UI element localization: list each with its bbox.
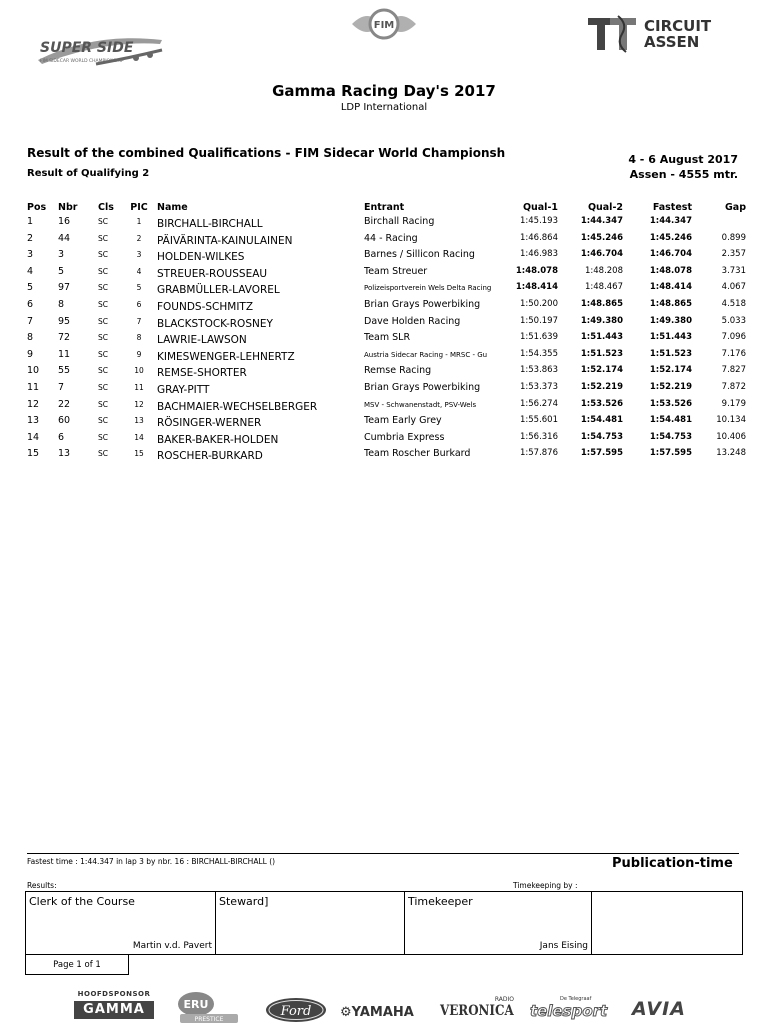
yamaha-sponsor-logo [340, 990, 424, 1024]
timekeeper-column [405, 892, 592, 954]
table-row [0, 448, 768, 465]
tt-circuit-assen-logo [588, 14, 728, 54]
row-entrant: 44 - Racing [364, 232, 418, 244]
row-entrant: Brian Grays Powerbiking [364, 299, 481, 310]
row-gap: 9.179 [721, 398, 746, 409]
row-fastest: 1:48.865 [649, 299, 692, 309]
row-pic: 4 [136, 266, 142, 276]
table-row [0, 332, 768, 349]
row-pic: 13 [134, 416, 144, 426]
header-pos: Pos [27, 202, 47, 213]
header-gap: Gap [724, 202, 746, 213]
row-qual1: 1:48.414 [515, 282, 558, 293]
circuit-text: CIRCUIT [644, 17, 712, 35]
row-nbr: 44 [58, 232, 71, 244]
row-pos: 13 [27, 415, 40, 427]
row-nbr: 6 [58, 431, 65, 443]
row-gap: 2.357 [721, 249, 746, 260]
row-name: GRABMÜLLER-LAVOREL [157, 284, 280, 297]
row-pos: 14 [27, 431, 40, 443]
row-class: SC [98, 399, 108, 409]
header-qual2: Qual-2 [587, 202, 623, 213]
row-qual1: 1:48.078 [515, 265, 558, 276]
table-row [0, 415, 768, 432]
clerk-column [26, 892, 216, 954]
row-name: LAWRIE-LAWSON [157, 334, 247, 347]
row-nbr: 11 [58, 348, 71, 360]
row-entrant: Birchall Racing [364, 216, 435, 227]
result-subtitle: Result of Qualifying 2 [27, 168, 150, 179]
row-pic: 6 [136, 300, 142, 309]
row-class: SC [98, 300, 108, 309]
superside-logo [34, 34, 166, 76]
row-pic: 2 [136, 233, 142, 243]
ford-sponsor-logo [264, 990, 328, 1024]
row-fastest: 1:54.481 [649, 415, 692, 426]
footer-divider [27, 853, 739, 854]
row-qual2: 1:44.347 [580, 216, 623, 226]
row-pos: 11 [27, 382, 40, 393]
row-pic: 5 [136, 283, 142, 293]
row-pic: 12 [134, 399, 144, 409]
row-fastest: 1:52.219 [649, 382, 692, 392]
row-fastest: 1:57.595 [649, 448, 692, 459]
row-fastest: 1:53.526 [649, 398, 692, 409]
row-class: SC [98, 316, 108, 326]
header-qual1: Qual-1 [522, 202, 558, 213]
row-qual1: 1:56.316 [519, 431, 558, 442]
row-nbr: 72 [58, 332, 71, 344]
row-class: SC [98, 416, 108, 426]
steward-label: Steward] [219, 895, 269, 908]
row-pic: 15 [134, 449, 144, 459]
row-qual2: 1:51.443 [580, 332, 623, 343]
row-nbr: 13 [58, 448, 71, 460]
row-entrant: Team Roscher Burkard [364, 448, 471, 460]
row-gap: 4.518 [721, 299, 746, 309]
row-nbr: 7 [58, 382, 65, 393]
header-fastest: Fastest [652, 202, 692, 213]
row-qual1: 1:53.373 [519, 382, 558, 392]
row-entrant: Team Early Grey [364, 415, 442, 427]
event-title: Gamma Racing Day's 2017 [272, 82, 496, 100]
row-nbr: 22 [58, 398, 71, 410]
row-nbr: 8 [58, 299, 65, 310]
row-entrant: Remse Racing [364, 365, 432, 377]
timekeeping-label: Timekeeping by : [513, 881, 578, 890]
row-entrant: Cumbria Express [364, 431, 445, 443]
row-name: RÖSINGER-WERNER [157, 417, 262, 430]
row-qual1: 1:56.274 [519, 398, 558, 409]
row-qual2: 1:54.481 [580, 415, 623, 426]
header-pic: PIC [130, 202, 148, 213]
event-venue: Assen - 4555 mtr. [629, 168, 738, 181]
assen-text: ASSEN [644, 33, 700, 51]
row-class: SC [98, 366, 108, 376]
row-qual1: 1:50.197 [519, 315, 558, 326]
row-entrant: Team Streuer [364, 265, 428, 277]
row-class: SC [98, 217, 108, 226]
row-nbr: 5 [58, 265, 65, 277]
row-qual1: 1:45.193 [519, 216, 558, 226]
row-name: BLACKSTOCK-ROSNEY [157, 317, 273, 330]
row-qual2: 1:45.246 [580, 232, 623, 243]
row-pic: 11 [134, 383, 144, 392]
row-qual2: 1:52.219 [580, 382, 623, 392]
row-gap: 4.067 [721, 282, 746, 293]
row-name: GRAY-PITT [157, 384, 210, 396]
fastest-time-note: Fastest time : 1:44.347 in lap 3 by nbr. 16 : BIRCHALL-BIRCHALL () [27, 857, 276, 866]
row-name: BACHMAIER-WECHSELBERGER [157, 400, 318, 413]
row-gap: 7.872 [721, 382, 746, 392]
row-gap: 7.096 [721, 332, 746, 343]
row-entrant: MSV - Schwanenstadt, PSV-Wels [364, 400, 477, 409]
table-row [0, 349, 768, 366]
row-name: KIMESWENGER-LEHNERTZ [157, 350, 295, 363]
row-fastest: 1:49.380 [649, 315, 692, 326]
table-row [0, 299, 768, 316]
event-subtitle: LDP International [340, 102, 428, 113]
row-qual1: 1:54.355 [519, 348, 558, 359]
row-name: STREUER-ROUSSEAU [157, 267, 268, 280]
row-name: BAKER-BAKER-HOLDEN [157, 433, 279, 446]
row-class: SC [98, 333, 108, 343]
row-pic: 8 [136, 333, 142, 343]
row-pos: 9 [27, 348, 34, 360]
row-fastest: 1:51.523 [649, 348, 692, 359]
row-name: ROSCHER-BURKARD [157, 450, 263, 463]
row-qual2: 1:48.467 [584, 282, 623, 293]
row-class: SC [98, 349, 108, 359]
row-qual1: 1:51.639 [519, 332, 558, 343]
row-class: SC [98, 283, 108, 293]
row-fastest: 1:44.347 [649, 216, 692, 226]
row-class: SC [98, 449, 108, 459]
results-table-header [0, 202, 768, 216]
row-gap: 7.176 [721, 348, 746, 359]
row-fastest: 1:48.414 [649, 282, 692, 293]
row-gap: 13.248 [716, 448, 746, 459]
fim-logo-text: FIM [373, 20, 395, 31]
header-cls: Cls [98, 202, 114, 213]
row-class: SC [98, 233, 108, 243]
row-qual2: 1:46.704 [580, 249, 623, 260]
row-entrant: Barnes / Sillicon Racing [364, 249, 475, 261]
header-entrant: Entrant [364, 202, 405, 213]
clerk-label: Clerk of the Course [29, 895, 135, 908]
row-gap: 5.033 [721, 315, 746, 326]
eru-logo-subtext: PRESTICE [194, 1016, 224, 1023]
row-pos: 3 [27, 249, 34, 261]
table-row [0, 399, 768, 416]
avia-logo-text: AVIA [632, 998, 686, 1020]
veronica-logo-subtext: RADIO [494, 996, 514, 1003]
row-qual1: 1:50.200 [519, 299, 558, 309]
gamma-sponsor-logo [74, 990, 154, 1024]
row-fastest: 1:48.078 [649, 265, 692, 276]
row-name: HOLDEN-WILKES [157, 251, 245, 264]
row-fastest: 1:46.704 [649, 249, 692, 260]
timekeeper-name: Jans Eising [539, 941, 588, 951]
row-qual2: 1:53.526 [580, 398, 623, 409]
row-pos: 5 [27, 282, 34, 294]
row-pos: 15 [27, 448, 40, 460]
row-qual1: 1:46.983 [519, 249, 558, 260]
row-gap: 10.406 [716, 431, 746, 442]
row-entrant: Dave Holden Racing [364, 315, 461, 327]
row-qual2: 1:51.523 [580, 348, 623, 359]
row-gap: 3.731 [721, 265, 746, 276]
row-class: SC [98, 250, 108, 260]
row-pos: 10 [27, 365, 40, 377]
row-qual2: 1:49.380 [580, 315, 623, 326]
result-title: Result of the combined Qualifications - FIM Sidecar World Championsh [27, 146, 506, 160]
event-date: 4 - 6 August 2017 [628, 153, 738, 166]
row-fastest: 1:51.443 [649, 332, 692, 343]
steward-column [216, 892, 405, 954]
row-pic: 7 [136, 316, 142, 326]
row-pos: 1 [27, 216, 34, 227]
row-class: SC [98, 266, 108, 276]
row-pos: 8 [27, 332, 34, 344]
publication-time: Publication-time [612, 856, 733, 871]
row-pic: 10 [134, 366, 144, 376]
row-nbr: 16 [58, 216, 71, 227]
telesport-logo-subtext: De Telegraaf [560, 996, 592, 1002]
row-fastest: 1:52.174 [649, 365, 692, 376]
row-fastest: 1:45.246 [649, 232, 692, 243]
row-qual2: 1:54.753 [580, 431, 623, 442]
row-gap: 7.827 [721, 365, 746, 376]
main-sponsor-label: HOOFDSPONSOR [77, 990, 151, 998]
eru-sponsor-logo [176, 990, 240, 1024]
header-name: Name [157, 202, 188, 213]
page-number: Page 1 of 1 [53, 960, 101, 970]
row-class: SC [98, 432, 108, 442]
veronica-sponsor-logo [440, 990, 514, 1024]
table-row [0, 233, 768, 250]
row-nbr: 95 [58, 315, 71, 327]
row-qual1: 1:46.864 [519, 232, 558, 243]
row-entrant: Brian Grays Powerbiking [364, 382, 481, 393]
table-row [0, 282, 768, 299]
row-gap: 0.899 [721, 232, 746, 243]
clerk-name: Martin v.d. Pavert [132, 941, 212, 951]
row-qual1: 1:55.601 [519, 415, 558, 426]
timekeeper-label: Timekeeper [408, 895, 473, 908]
table-row [0, 382, 768, 399]
row-pos: 4 [27, 265, 34, 277]
table-row [0, 432, 768, 449]
table-row [0, 216, 768, 233]
veronica-logo-text: VERONICA [440, 1003, 514, 1019]
superside-logo-subtext: FIM SIDECAR WORLD CHAMPIONSHIP [40, 59, 124, 64]
row-entrant: Austria Sidecar Racing - MRSC - Gu [364, 350, 488, 359]
row-class: SC [98, 383, 108, 392]
row-name: FOUNDS-SCHMITZ [157, 301, 254, 313]
table-row [0, 365, 768, 382]
row-entrant: Polizeisportverein Wels Delta Racing [364, 284, 492, 293]
row-name: BIRCHALL-BIRCHALL [157, 218, 263, 230]
gamma-logo-text: GAMMA [74, 1001, 154, 1019]
header-nbr: Nbr [58, 202, 78, 213]
row-nbr: 3 [58, 249, 65, 261]
ford-logo-text: Ford [280, 1004, 312, 1019]
superside-logo-text: SUPER SIDE [40, 40, 134, 56]
row-qual2: 1:48.208 [584, 265, 623, 276]
yamaha-logo-text: ⚙YAMAHA [340, 1005, 414, 1020]
row-qual1: 1:57.876 [519, 448, 558, 459]
row-qual2: 1:48.865 [580, 299, 623, 309]
row-qual2: 1:57.595 [580, 448, 623, 459]
row-pos: 12 [27, 398, 40, 410]
row-name: REMSE-SHORTER [157, 367, 247, 380]
row-pic: 9 [136, 349, 142, 359]
row-pic: 1 [136, 217, 142, 226]
table-row [0, 249, 768, 266]
telesport-logo-text: telesport [530, 1002, 608, 1020]
row-nbr: 60 [58, 415, 71, 427]
row-pos: 7 [27, 315, 34, 327]
row-pic: 3 [136, 250, 142, 260]
row-qual2: 1:52.174 [580, 365, 623, 376]
fim-logo [350, 6, 418, 42]
row-pic: 14 [134, 432, 144, 442]
telesport-sponsor-logo [530, 990, 606, 1024]
avia-sponsor-logo [632, 990, 686, 1024]
row-fastest: 1:54.753 [649, 431, 692, 442]
row-entrant: Team SLR [364, 332, 411, 344]
row-name: PÄIVÄRINTA-KAINULAINEN [157, 234, 293, 247]
table-row [0, 266, 768, 283]
row-qual1: 1:53.863 [519, 365, 558, 376]
row-nbr: 97 [58, 282, 71, 294]
results-label: Results: [27, 881, 57, 890]
row-gap: 10.134 [716, 415, 746, 426]
row-pos: 2 [27, 232, 34, 244]
row-nbr: 55 [58, 365, 71, 377]
signature-box [25, 891, 743, 955]
eru-logo-text: ERU [183, 998, 209, 1011]
table-row [0, 316, 768, 333]
row-pos: 6 [27, 299, 34, 310]
